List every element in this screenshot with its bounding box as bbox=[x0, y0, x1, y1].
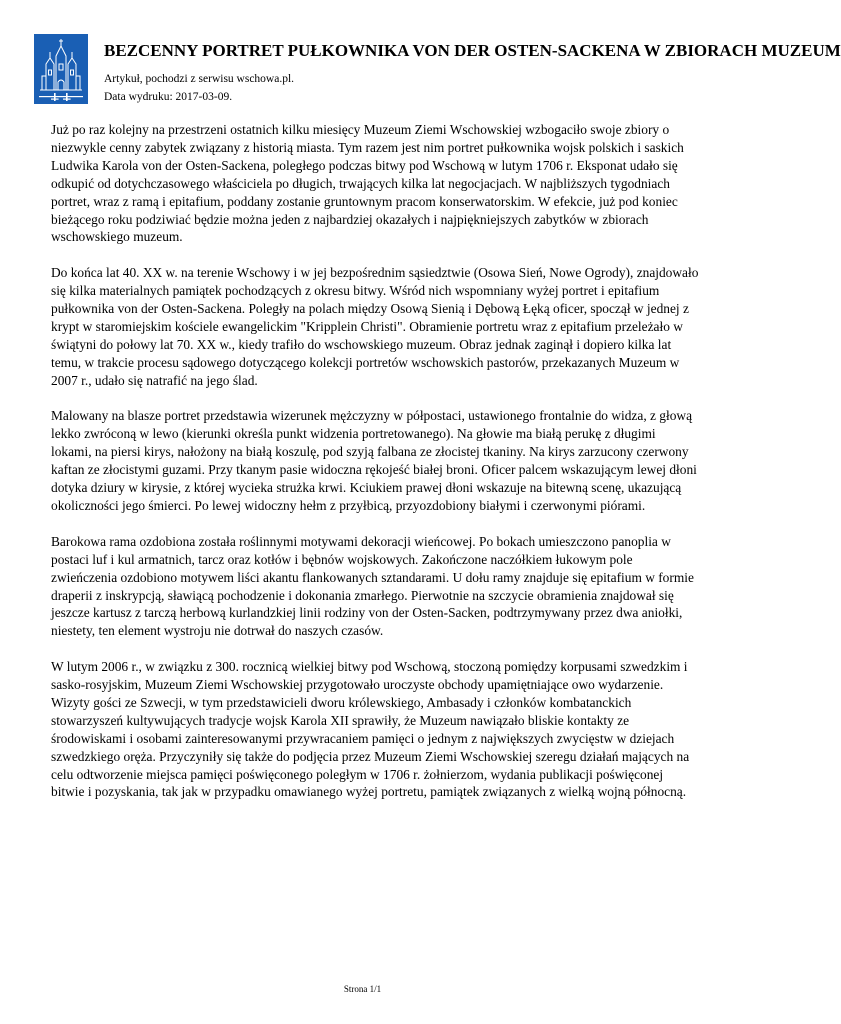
article-paragraph: Już po raz kolejny na przestrzeni ostatnich kilku miesięcy Muzeum Ziemi Wschowskiej wzbogaciło swoje zbiory o niezwykle cenny zabytek związany z historią miasta. Tym razem jest nim portret pułkownika wojsk polskich i saskich Ludwika Karola von der Osten-Sackena, poległego podczas bitwy pod Wschową w lutym 1706 r. Eksponat udało się odkupić od dotychczasowego właściciela po długich, trwających kilka lat negocjacjach. W najbliższych tygodniach portret, wraz z ramą i epitafium, poddany zostanie gruntownym pracom konserwatorskim. W efekcie, już pod koniec bieżącego roku podziwiać będzie można jeden z najbardziej okazałych i najpiękniejszych zabytków w zbiorach wschowskiego muzeum. bbox=[51, 122, 684, 245]
print-date: Data wydruku: 2017-03-09. bbox=[104, 91, 233, 103]
article-source: Artykuł, pochodzi z serwisu wschowa.pl. bbox=[104, 73, 295, 85]
article-paragraph: Barokowa rama ozdobiona została roślinnymi motywami dekoracji wieńcowej. Po bokach umieszczono panoplia w postaci luf i kul armatnich, tarcz oraz kotłów i bębnów wojskowych. Zakończone naczółkiem łukowym pole zwieńczenia ozdobiono motywem liści akantu flankowanych sztandarami. U dołu ramy znajduje się epitafium w formie draperii z inskrypcją, sławiącą pochodzenie i dokonania zmarłego. Pierwotnie na szczycie obramienia znajdował się jeszcze kartusz z tarczą herbową kurlandzkiej linii rodziny von der Osten-Sacken, podtrzymywany przez dwa aniołki, niestety, ten element wystroju nie dotrwał do naszych czasów. bbox=[51, 533, 694, 639]
article-paragraph: W lutym 2006 r., w związku z 300. rocznicą wielkiej bitwy pod Wschową, stoczoną pomiędzy korpusami szwedzkim i sasko-rosyjskim, Muzeum Ziemi Wschowskiej przygotowało uroczyste obchody upamiętniające owo wydarzenie. Wizyty gości ze Szwecji, w tym przedstawicieli dworu królewskiego, Ambasady i członków kombatanckich stowarzyszeń kultywujących tradycje wojsk Karola XII sprawiły, że Muzeum nawiązało bliskie kontakty ze środowiskami i osobami zainteresowanymi przywracaniem pamięci o jednym z największych zwycięstw w dziejach szwedzkiego oręża. Przyczyniły się także do podjęcia przez Muzeum Ziemi Wschowskiej szeregu działań mających na celu odtworzenie miejsca pamięci poświęconego poległym w 1706 r. żołnierzom, wydania publikacji poświęconej bitwie i pozyskania, tak jak w przypadku omawianego wyżej portretu, pamiątek związanych z wielką wojną północną. bbox=[51, 659, 690, 800]
page-number: Strona 1/1 bbox=[343, 984, 382, 994]
article-body bbox=[51, 121, 699, 819]
article-paragraph: Do końca lat 40. XX w. na terenie Wschowy i w jej bezpośrednim sąsiedztwie (Osowa Sień, Nowe Ogrody), znajdowało się kilka materialnych pamiątek pochodzących z okresu bitwy. Wśród nich wspomniany wyżej portret i epitafium pułkownika von der Osten-Sackena. Poległy na polach między Osową Sienią i Dębową Łęką oficer, spoczął w jednej z krypt w staromiejskim kościele ewangelickim "Kripplein Christi". Obramienie portretu wraz z epitafium przeleżało w świątyni do połowy lat 70. XX w., kiedy trafiło do wschowskiego muzeum. Obraz jednak zaginął i dopiero kilka lat temu, w trakcie procesu sądowego dotyczącego kolekcji portretów wschowskich pastorów, przekazanych Muzeum w 2007 r., udało się natrafić na jego ślad. bbox=[51, 265, 699, 388]
town-crest-icon bbox=[34, 34, 88, 104]
town-crest-graphic bbox=[34, 34, 88, 104]
article-title: BEZCENNY PORTRET PUŁKOWNIKA VON DER OSTEN-SACKENA W ZBIORACH MUZEUM bbox=[104, 41, 841, 60]
article-paragraph: Malowany na blasze portret przedstawia wizerunek mężczyzny w półpostaci, ustawionego frontalnie do widza, z głową lekko zwróconą w lewo (kierunki określa punkt widzenia portretowanego). Na głowie ma białą perukę z długimi lokami, na piersi kirys, nałożony na białą koszulę, pod szyją falbana ze złocistej tkaniny. Na kirys zarzucony czerwony kaftan ze złocistymi guzami. Przy tkanym pasie widoczna rękojeść białej broni. Oficer palcem wskazującym lewej dłoni dotyka dziury w kirysie, z której wycieka strużka krwi. Kciukiem prawej dłoni wskazuje na bitewną scenę, ukazującą okoliczności jego śmierci. Po lewej widoczny hełm z przyłbicą, przyozdobiony białymi i czerwonymi piórami. bbox=[51, 408, 697, 513]
